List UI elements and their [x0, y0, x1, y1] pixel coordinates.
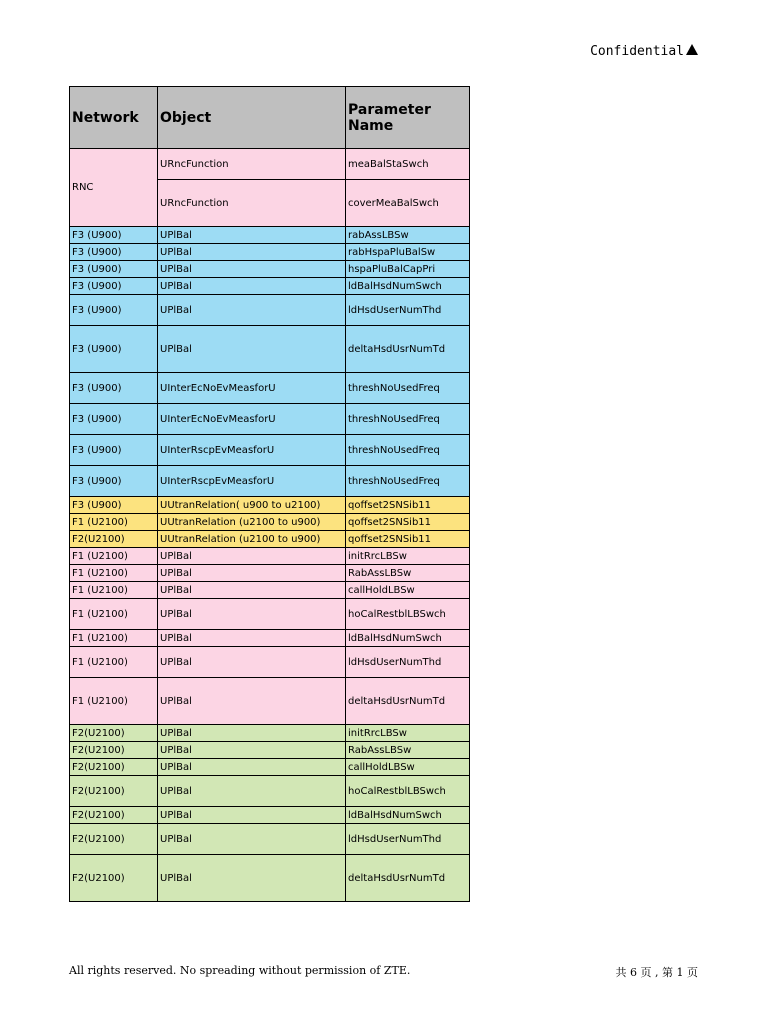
- footer-page-number: 共 6 页 , 第 1 页: [615, 966, 698, 979]
- cell-object: UPlBal: [158, 548, 346, 565]
- cell-object: UPlBal: [158, 824, 346, 855]
- table-row: [70, 548, 470, 565]
- cell-network: F3 (U900): [70, 373, 158, 404]
- cell-parameter-name: qoffset2SNSib11: [346, 531, 470, 548]
- table-row: [70, 599, 470, 630]
- table-row: [70, 295, 470, 326]
- header-network: Network: [70, 87, 158, 149]
- confidential-label: [590, 44, 698, 59]
- cell-network: F3 (U900): [70, 227, 158, 244]
- cell-network: F1 (U2100): [70, 582, 158, 599]
- cell-parameter-name: callHoldLBSw: [346, 582, 470, 599]
- cell-parameter-name: threshNoUsedFreq: [346, 373, 470, 404]
- cell-parameter-name: rabAssLBSw: [346, 227, 470, 244]
- cell-object: UPlBal: [158, 678, 346, 725]
- cell-object: UInterEcNoEvMeasforU: [158, 404, 346, 435]
- table-row: [70, 261, 470, 278]
- cell-object: UInterEcNoEvMeasforU: [158, 373, 346, 404]
- cell-object: UPlBal: [158, 295, 346, 326]
- cell-network: F3 (U900): [70, 435, 158, 466]
- cell-network: F3 (U900): [70, 466, 158, 497]
- cell-object: UPlBal: [158, 855, 346, 902]
- cell-parameter-name: threshNoUsedFreq: [346, 404, 470, 435]
- table-row: [70, 630, 470, 647]
- confidential-text: Confidential: [590, 44, 684, 59]
- cell-object: UUtranRelation( u900 to u2100): [158, 497, 346, 514]
- cell-object: UPlBal: [158, 582, 346, 599]
- cell-object: UPlBal: [158, 565, 346, 582]
- cell-object: UPlBal: [158, 725, 346, 742]
- cell-parameter-name: RabAssLBSw: [346, 742, 470, 759]
- cell-object: UPlBal: [158, 759, 346, 776]
- parameter-table: [69, 86, 470, 902]
- cell-object: UPlBal: [158, 776, 346, 807]
- cell-network: F2(U2100): [70, 531, 158, 548]
- cell-network: F2(U2100): [70, 807, 158, 824]
- table-row: [70, 244, 470, 261]
- table-row: [70, 776, 470, 807]
- cell-network: F3 (U900): [70, 295, 158, 326]
- table-body: [70, 149, 470, 902]
- cell-parameter-name: hoCalRestblLBSwch: [346, 599, 470, 630]
- cell-object: UPlBal: [158, 227, 346, 244]
- table-row: [70, 759, 470, 776]
- table-row: [70, 855, 470, 902]
- cell-parameter-name: initRrcLBSw: [346, 548, 470, 565]
- cell-network: F2(U2100): [70, 759, 158, 776]
- cell-network: F2(U2100): [70, 824, 158, 855]
- footer-rights: All rights reserved. No spreading without permission of ZTE.: [69, 964, 411, 977]
- cell-network: F1 (U2100): [70, 630, 158, 647]
- table-row: [70, 373, 470, 404]
- cell-object: UInterRscpEvMeasforU: [158, 466, 346, 497]
- cell-parameter-name: ldBalHsdNumSwch: [346, 807, 470, 824]
- table-row: [70, 531, 470, 548]
- cell-parameter-name: qoffset2SNSib11: [346, 497, 470, 514]
- cell-network: F2(U2100): [70, 855, 158, 902]
- cell-parameter-name: threshNoUsedFreq: [346, 466, 470, 497]
- table-row: [70, 647, 470, 678]
- cell-parameter-name: hspaPluBalCapPri: [346, 261, 470, 278]
- cell-parameter-name: ldBalHsdNumSwch: [346, 278, 470, 295]
- cell-network: RNC: [70, 149, 158, 227]
- table-row: [70, 565, 470, 582]
- cell-parameter-name: callHoldLBSw: [346, 759, 470, 776]
- table-row: [70, 278, 470, 295]
- cell-network: F1 (U2100): [70, 678, 158, 725]
- cell-object: UPlBal: [158, 630, 346, 647]
- cell-object: UUtranRelation (u2100 to u900): [158, 531, 346, 548]
- cell-object: UPlBal: [158, 599, 346, 630]
- cell-object: UPlBal: [158, 807, 346, 824]
- table-row: [70, 678, 470, 725]
- cell-network: F2(U2100): [70, 776, 158, 807]
- cell-parameter-name: threshNoUsedFreq: [346, 435, 470, 466]
- header-parameter-name: Parameter Name: [346, 87, 470, 149]
- cell-parameter-name: deltaHsdUsrNumTd: [346, 855, 470, 902]
- cell-network: F1 (U2100): [70, 599, 158, 630]
- cell-parameter-name: coverMeaBalSwch: [346, 180, 470, 227]
- cell-network: F1 (U2100): [70, 647, 158, 678]
- cell-parameter-name: ldHsdUserNumThd: [346, 647, 470, 678]
- cell-network: F3 (U900): [70, 261, 158, 278]
- cell-parameter-name: RabAssLBSw: [346, 565, 470, 582]
- table-row: [70, 497, 470, 514]
- cell-object: UPlBal: [158, 742, 346, 759]
- cell-parameter-name: qoffset2SNSib11: [346, 514, 470, 531]
- cell-parameter-name: rabHspaPluBalSw: [346, 244, 470, 261]
- cell-network: F2(U2100): [70, 742, 158, 759]
- cell-object: UPlBal: [158, 244, 346, 261]
- table-row: [70, 466, 470, 497]
- cell-network: F3 (U900): [70, 497, 158, 514]
- cell-network: F3 (U900): [70, 404, 158, 435]
- cell-parameter-name: initRrcLBSw: [346, 725, 470, 742]
- cell-parameter-name: ldHsdUserNumThd: [346, 295, 470, 326]
- header-object: Object: [158, 87, 346, 149]
- cell-parameter-name: meaBalStaSwch: [346, 149, 470, 180]
- cell-parameter-name: hoCalRestblLBSwch: [346, 776, 470, 807]
- cell-parameter-name: ldBalHsdNumSwch: [346, 630, 470, 647]
- cell-parameter-name: deltaHsdUsrNumTd: [346, 326, 470, 373]
- cell-parameter-name: ldHsdUserNumThd: [346, 824, 470, 855]
- triangle-icon: [686, 44, 698, 55]
- cell-object: UPlBal: [158, 647, 346, 678]
- cell-object: UInterRscpEvMeasforU: [158, 435, 346, 466]
- table-row: [70, 326, 470, 373]
- table-row: [70, 514, 470, 531]
- table-row: [70, 742, 470, 759]
- table-row: [70, 725, 470, 742]
- cell-network: F3 (U900): [70, 326, 158, 373]
- table-header-row: [70, 87, 470, 149]
- table-row: [70, 582, 470, 599]
- table-row: [70, 227, 470, 244]
- cell-object: UPlBal: [158, 261, 346, 278]
- cell-object: URncFunction: [158, 180, 346, 227]
- cell-network: F1 (U2100): [70, 565, 158, 582]
- cell-object: URncFunction: [158, 149, 346, 180]
- cell-network: F3 (U900): [70, 278, 158, 295]
- table-row: [70, 435, 470, 466]
- cell-object: UPlBal: [158, 278, 346, 295]
- cell-network: F2(U2100): [70, 725, 158, 742]
- cell-object: UPlBal: [158, 326, 346, 373]
- cell-network: F3 (U900): [70, 244, 158, 261]
- cell-parameter-name: deltaHsdUsrNumTd: [346, 678, 470, 725]
- table-row: [70, 824, 470, 855]
- cell-network: F1 (U2100): [70, 548, 158, 565]
- table-row: [70, 149, 470, 180]
- cell-network: F1 (U2100): [70, 514, 158, 531]
- table-row: [70, 807, 470, 824]
- cell-object: UUtranRelation (u2100 to u900): [158, 514, 346, 531]
- table-row: [70, 404, 470, 435]
